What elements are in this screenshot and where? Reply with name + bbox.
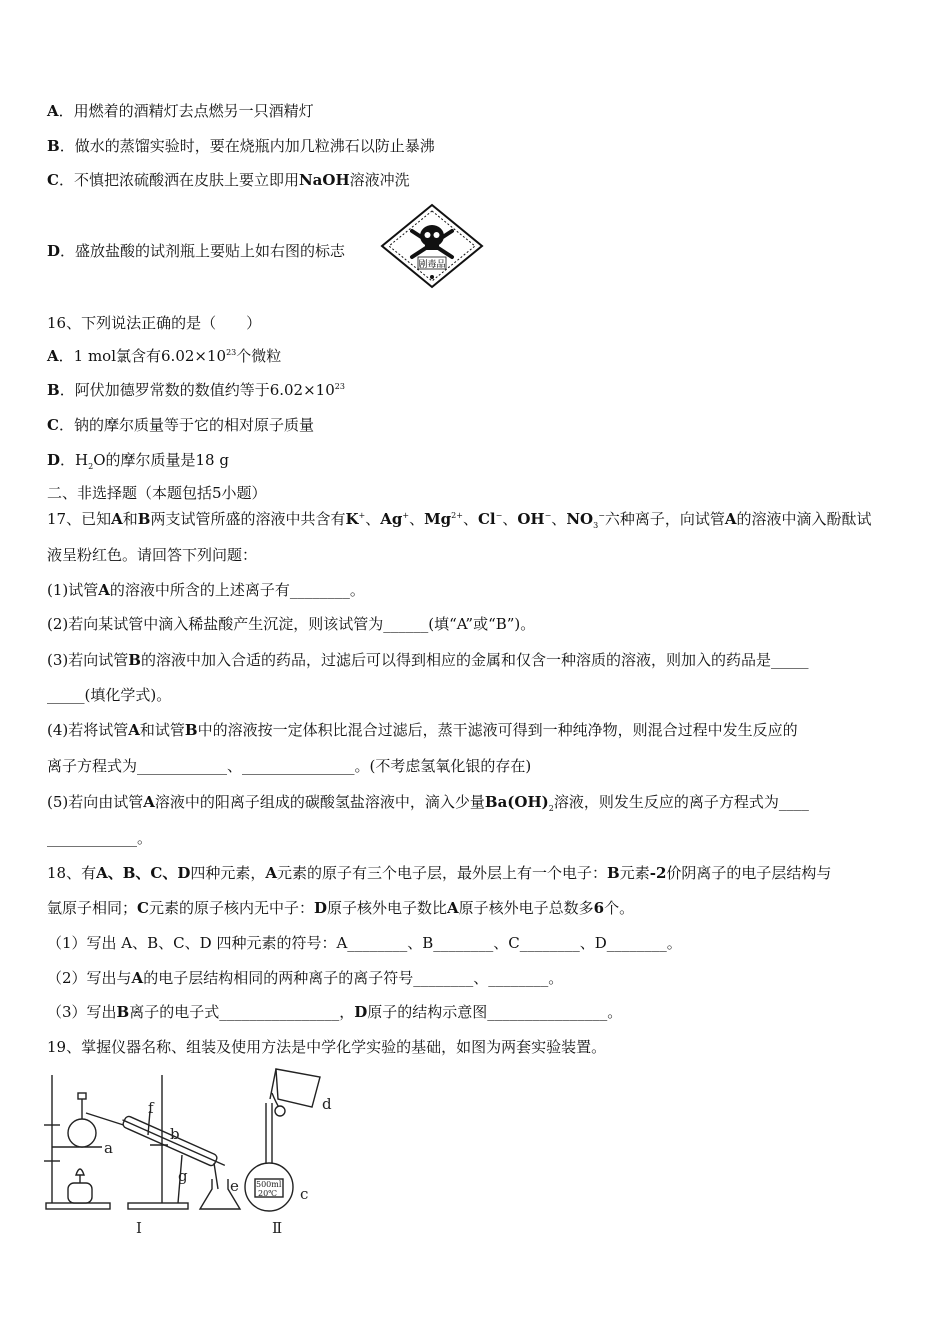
label-e: e	[230, 1177, 239, 1195]
poison-sign-label: 剧毒品	[418, 260, 446, 270]
q18-stem: 18、有A、B、C、D四种元素，A元素的原子有三个电子层，最外层上有一个电子：B元素-2价阴离子的电子层结构与	[47, 864, 832, 882]
q17-part-5-line2: ____________。	[47, 829, 153, 847]
q15-option-a: A．用燃着的酒精灯去点燃另一只酒精灯	[47, 102, 314, 120]
q19-stem: 19、掌握仪器名称、组装及使用方法是中学化学实验的基础，如图为两套实验装置。	[47, 1038, 607, 1056]
volumetric-flask-setup	[245, 1069, 332, 1237]
section-heading: 二、非选择题（本题包括5小题）	[47, 484, 267, 502]
flask-volume-label: 500ml	[256, 1180, 282, 1189]
q15-option-d: D．盛放盐酸的试剂瓶上要贴上如右图的标志	[47, 242, 346, 260]
poison-sign-icon	[380, 203, 484, 289]
label-d: d	[322, 1095, 332, 1113]
q18-part-3: （3）写出B离子的电子式________________，D原子的结构示意图________________。	[47, 1003, 623, 1021]
distillation-setup	[44, 1075, 240, 1237]
q17-part-3: (3)若向试管B的溶液中加入合适的药品，过滤后可以得到相应的金属和仅含一种溶质的溶液，则加入的药品是_____	[47, 651, 809, 669]
q18-part-1: （1）写出 A、B、C、D 四种元素的符号：A________、B________、C________、D________。	[47, 934, 682, 952]
label-figure-2: Ⅱ	[272, 1219, 283, 1237]
label-figure-1: Ⅰ	[136, 1219, 142, 1237]
q17-stem-line2: 液呈粉红色。请回答下列问题：	[47, 546, 258, 564]
q16-stem: 16、下列说法正确的是（ ）	[47, 314, 262, 332]
q17-part-4-line2: 离子方程式为____________、_______________。(不考虑氢氧化银的存在)	[47, 757, 532, 775]
q16-option-d: D．$H_2O$的摩尔质量是18 g	[47, 451, 229, 471]
lab-apparatus-figure	[40, 1063, 340, 1243]
label-g: g	[178, 1167, 188, 1185]
q16-option-c: C．钠的摩尔质量等于它的相对原子质量	[47, 416, 314, 434]
q17-stem: 17、已知A和B两支试管所盛的溶液中共含有K+、Ag+、$Mg^{2+}$、Cl−、OH−、$NO_3^-$六种离子，向试管A的溶液中滴入酚酞试	[47, 510, 872, 530]
q16-option-a: A．1 mol氯含有$6.02\times 10^{23}$个微粒	[47, 347, 282, 365]
flask-temp-label: 20℃	[258, 1189, 278, 1198]
q16-option-b: B．阿伏加德罗常数的数值约等于$6.02\times 10^{23}$	[47, 381, 345, 399]
label-c: c	[300, 1185, 309, 1203]
q18-stem-line2: 氩原子相同；C元素的原子核内无中子：D原子核外电子数比A原子核外电子总数多6个。	[47, 899, 635, 917]
q17-part-2: (2)若向某试管中滴入稀盐酸产生沉淀，则该试管为______(填“A”或“B”)。	[47, 615, 536, 633]
label-a: a	[104, 1139, 113, 1157]
label-f: f	[148, 1099, 154, 1117]
q15-option-c: C．不慎把浓硫酸洒在皮肤上要立即用NaOH溶液冲洗	[47, 171, 410, 189]
label-b: b	[170, 1125, 180, 1143]
q17-part-5: (5)若向由试管A溶液中的阳离子组成的碳酸氢盐溶液中，滴入少量$Ba(OH)_2$溶液，则发生反应的离子方程式为____	[47, 793, 809, 813]
q18-part-2: （2）写出与A的电子层结构相同的两种离子的离子符号________、________。	[47, 969, 564, 987]
q17-part-1: (1)试管A的溶液中所含的上述离子有________。	[47, 581, 365, 599]
q15-option-b: B．做水的蒸馏实验时，要在烧瓶内加几粒沸石以防止暴沸	[47, 137, 435, 155]
q17-part-3-line2: _____(填化学式)。	[47, 686, 172, 704]
q17-part-4: (4)若将试管A和试管B中的溶液按一定体积比混合过滤后，蒸干滤液可得到一种纯净物，则混合过程中发生反应的	[47, 721, 798, 739]
